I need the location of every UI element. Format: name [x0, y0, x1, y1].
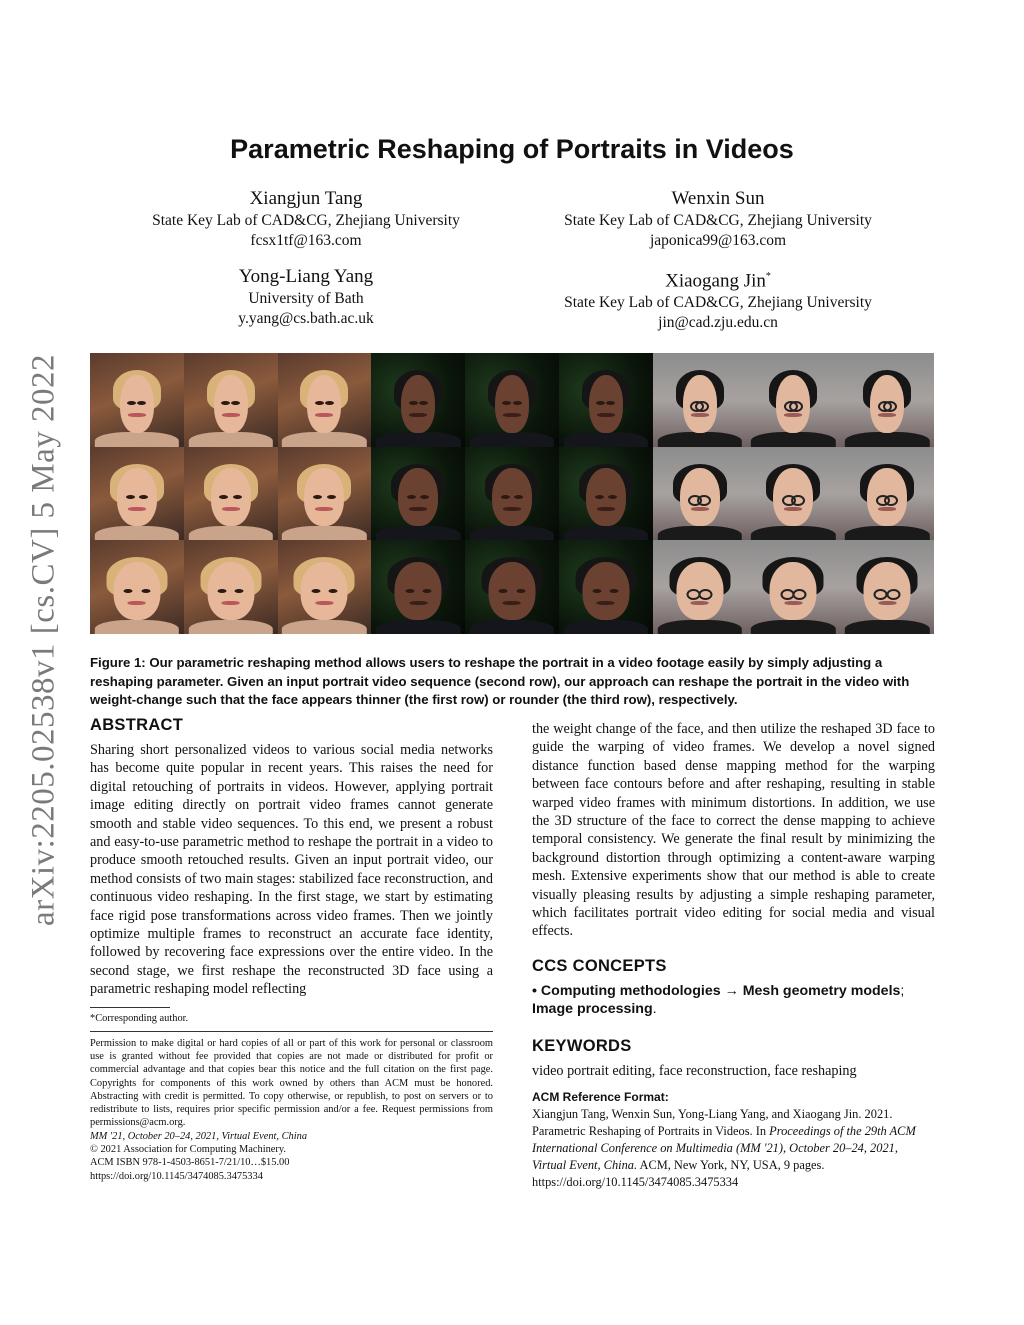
portrait-eye: [516, 589, 525, 593]
portrait-eye: [499, 589, 508, 593]
teaser-frame: [371, 447, 465, 541]
portrait-shoulders: [95, 526, 179, 540]
portrait-face: [488, 562, 535, 620]
author-block: [106, 264, 506, 329]
portrait-shoulders: [845, 526, 929, 540]
portrait-eye: [593, 589, 602, 593]
portrait-eye: [883, 401, 897, 412]
ccs-bullet: •: [532, 982, 537, 999]
portrait-eye: [596, 401, 605, 405]
ccs-concepts: [532, 982, 935, 1019]
portrait-eye: [884, 495, 898, 506]
portrait-mouth: [222, 413, 240, 417]
author-name: Yong-Liang Yang: [238, 266, 374, 287]
portrait-mouth: [597, 601, 615, 605]
portrait-eye: [405, 589, 414, 593]
teaser-frame: [278, 353, 372, 447]
portrait-eye: [595, 495, 604, 499]
portrait-face: [401, 375, 435, 433]
portrait-eye: [127, 401, 136, 405]
ccs-arrow: →: [724, 982, 739, 999]
portrait-eye: [608, 495, 617, 499]
author-email: japonica99@163.com: [649, 232, 787, 249]
isbn-line: ACM ISBN 978-1-4503-8651-7/21/10…$15.00: [90, 1157, 290, 1169]
portrait-shoulders: [188, 620, 272, 634]
teaser-frame: [371, 353, 465, 447]
portrait-shoulders: [282, 620, 366, 634]
portrait-face: [207, 562, 254, 620]
portrait-mouth: [691, 413, 709, 417]
portrait-eye: [419, 401, 428, 405]
portrait-eye: [313, 495, 322, 499]
portrait-mouth: [597, 413, 615, 417]
portrait-face: [867, 468, 907, 526]
arxiv-identifier: arXiv:2205.02538v1 [cs.CV] 5 May 2022: [25, 353, 62, 927]
portrait-eye: [695, 401, 709, 412]
portrait-face: [214, 375, 248, 433]
portrait-face: [304, 468, 344, 526]
portrait-eye: [422, 589, 431, 593]
portrait-eye: [697, 495, 711, 506]
author-name: Xiaogang Jin*: [665, 270, 771, 292]
portrait-eye: [221, 401, 230, 405]
portrait-shoulders: [95, 620, 179, 634]
portrait-mouth: [503, 413, 521, 417]
portrait-shoulders: [845, 620, 929, 634]
portrait-eye: [501, 495, 510, 499]
keywords-text: video portrait editing, face reconstruction, face reshaping: [532, 1062, 857, 1079]
portrait-mouth: [878, 601, 896, 605]
ccs-separator: ;: [900, 982, 905, 999]
portrait-shoulders: [470, 620, 554, 634]
portrait-eye: [217, 589, 226, 593]
portrait-shoulders: [564, 432, 648, 446]
portrait-mouth: [409, 507, 427, 511]
portrait-mouth: [409, 601, 427, 605]
teaser-frame: [465, 353, 559, 447]
teaser-frame: [90, 353, 184, 447]
teaser-frame: [746, 353, 840, 447]
teaser-frame: [184, 447, 278, 541]
portrait-mouth: [128, 413, 146, 417]
portrait-mouth: [691, 601, 709, 605]
teaser-frame: [184, 353, 278, 447]
ccs-term: Mesh geometry models: [742, 982, 901, 999]
portrait-shoulders: [751, 526, 835, 540]
teaser-frame: [653, 447, 747, 541]
author-affiliation: State Key Lab of CAD&CG, Zhejiang University: [152, 212, 460, 229]
conference-line: MM '21, October 20–24, 2021, Virtual Event, China: [90, 1130, 308, 1142]
portrait-face: [683, 375, 717, 433]
portrait-eye: [327, 495, 336, 499]
portrait-face: [398, 468, 438, 526]
portrait-mouth: [878, 413, 896, 417]
portrait-shoulders: [376, 620, 460, 634]
portrait-eye: [137, 401, 146, 405]
portrait-shoulders: [188, 432, 272, 446]
portrait-eye: [606, 401, 615, 405]
teaser-frame: [559, 353, 653, 447]
portrait-mouth: [315, 413, 333, 417]
portrait-mouth: [784, 413, 802, 417]
portrait-mouth: [409, 413, 427, 417]
portrait-shoulders: [564, 526, 648, 540]
portrait-face: [864, 562, 911, 620]
portrait-face: [307, 375, 341, 433]
portrait-shoulders: [657, 526, 741, 540]
portrait-shoulders: [282, 432, 366, 446]
portrait-face: [676, 562, 723, 620]
portrait-eye: [231, 401, 240, 405]
portrait-eye: [699, 589, 713, 600]
portrait-eye: [315, 401, 324, 405]
abstract-heading: ABSTRACT: [90, 716, 184, 734]
teaser-frame: [90, 447, 184, 541]
teaser-frame: [278, 540, 372, 634]
teaser-frame: [840, 353, 934, 447]
teaser-frame: [184, 540, 278, 634]
portrait-mouth: [784, 507, 802, 511]
portrait-shoulders: [564, 620, 648, 634]
teaser-frame: [559, 447, 653, 541]
portrait-eye: [793, 589, 807, 600]
portrait-mouth: [222, 507, 240, 511]
author-email: fcsx1tf@163.com: [250, 232, 362, 249]
portrait-eye: [610, 589, 619, 593]
teaser-frame: [840, 447, 934, 541]
teaser-frame: [653, 353, 747, 447]
ccs-term: Image processing: [532, 1001, 653, 1018]
ccs-heading: CCS CONCEPTS: [532, 956, 667, 975]
portrait-shoulders: [657, 432, 741, 446]
portrait-shoulders: [657, 620, 741, 634]
left-column: [90, 716, 493, 1183]
author-affiliation: State Key Lab of CAD&CG, Zhejiang University: [564, 294, 872, 312]
portrait-mouth: [315, 601, 333, 605]
acm-reference-text: Xiangjun Tang, Wenxin Sun, Yong-Liang Yang, and Xiaogang Jin. 2021. Parametric Reshaping of Portraits in Videos. In Proceedings of the 29th ACM International Conference on Multimedia (MM '21), October 20–24, 2021, Virtual Event, China. ACM, New York, NY, USA, 9 pages. https://doi.org/10.1145/3474085.3475334: [532, 1107, 916, 1190]
portrait-mouth: [315, 507, 333, 511]
portrait-face: [395, 562, 442, 620]
portrait-eye: [789, 401, 803, 412]
figure-caption: Figure 1: Our parametric reshaping method allows users to reshape the portrait in a video footage easily by simply adjusting a reshaping parameter. Given an input portrait video sequence (second row), our approach can reshape the portrait in the video with weight-change such that the face appears thinner (the first row) or rounder (the third row), respectively.: [90, 655, 910, 707]
portrait-face: [870, 375, 904, 433]
portrait-mouth: [128, 601, 146, 605]
footnote-corresponding-author: *Corresponding author.: [90, 1012, 189, 1024]
author-affiliation: State Key Lab of CAD&CG, Zhejiang University: [564, 212, 872, 229]
author-block: [518, 186, 918, 251]
portrait-shoulders: [751, 620, 835, 634]
portrait-mouth: [222, 601, 240, 605]
portrait-eye: [233, 495, 242, 499]
portrait-mouth: [503, 601, 521, 605]
portrait-eye: [409, 401, 418, 405]
teaser-frame: [653, 540, 747, 634]
portrait-mouth: [128, 507, 146, 511]
corresponding-author-mark: *: [765, 271, 771, 282]
doi-link[interactable]: https://doi.org/10.1145/3474085.3475334: [90, 1170, 263, 1182]
portrait-face: [586, 468, 626, 526]
portrait-eye: [791, 495, 805, 506]
portrait-face: [120, 375, 154, 433]
teaser-frame: [746, 540, 840, 634]
portrait-shoulders: [188, 526, 272, 540]
portrait-face: [680, 468, 720, 526]
portrait-face: [770, 562, 817, 620]
abstract-text-continued: the weight change of the face, and then utilize the reshaped 3D face to guide the warping of video frames. We develop a novel signed distance function based dense mapping method for the warping between face contours before and after reshaping, resulting in stable warped video frames with minimum distortions. In addition, we use the 3D structure of the face to correct the dense mapping to achieve temporal consistency. We generate the final result by minimizing the background distortion through optimizing a content-aware warping mesh. Extensive experiments show that our method is able to create visually pleasing results by adjusting a simple reshaping parameter, which facilitates portrait video editing for social media and visual effects.: [532, 721, 935, 940]
portrait-shoulders: [470, 526, 554, 540]
portrait-shoulders: [845, 432, 929, 446]
portrait-eye: [329, 589, 338, 593]
footnote-divider: [90, 1007, 170, 1008]
portrait-eye: [126, 495, 135, 499]
portrait-eye: [235, 589, 244, 593]
portrait-eye: [514, 495, 523, 499]
portrait-mouth: [503, 507, 521, 511]
portrait-mouth: [691, 507, 709, 511]
teaser-figure: [90, 353, 934, 634]
teaser-frame: [465, 447, 559, 541]
portrait-eye: [219, 495, 228, 499]
portrait-eye: [124, 589, 133, 593]
portrait-face: [117, 468, 157, 526]
portrait-face: [495, 375, 529, 433]
teaser-frame: [371, 540, 465, 634]
portrait-face: [492, 468, 532, 526]
teaser-frame: [746, 447, 840, 541]
portrait-eye: [407, 495, 416, 499]
portrait-mouth: [597, 507, 615, 511]
acm-reference-heading: ACM Reference Format:: [532, 1090, 669, 1105]
author-name: Wenxin Sun: [671, 188, 765, 209]
abstract-text: Sharing short personalized videos to various social media networks has become quite popular in recent years. This raises the need for digital retouching of portraits in videos. However, applying portrait image editing directly on portrait video frames cannot generate smooth and stable video sequences. To this end, we present a robust and easy-to-use parametric method to reshape the portrait in a video to produce smooth retouched results. Given an input portrait video, our method consists of two main stages: stabilized face reconstruction, and continuous video reshaping. In the first stage, we start by estimating face rigid pose transformations across video frames. Then we jointly optimize multiple frames to reconstruct an accurate face identity, followed by recovering face expressions over the entire video. In the second stage, we first reshape the reconstructed 3D face using a parametric reshaping model reflecting: [90, 742, 493, 998]
portrait-mouth: [784, 601, 802, 605]
portrait-face: [301, 562, 348, 620]
portrait-face: [589, 375, 623, 433]
permission-notice: Permission to make digital or hard copies of all or part of this work for personal or classroom use is granted without fee provided that copies are not made or distributed for profit or commercial advantage and that copies bear this notice and the full citation on the first page. Copyrights for components of this work owned by others than ACM must be honored. Abstracting with credit is permitted. To copy otherwise, or republish, to post on servers or to redistribute to lists, requires prior specific permission and/or a fee. Request permissions from permissions@acm.org.: [90, 1037, 493, 1129]
author-block: [106, 186, 506, 251]
author-email: y.yang@cs.bath.ac.uk: [238, 310, 374, 327]
portrait-shoulders: [470, 432, 554, 446]
portrait-eye: [502, 401, 511, 405]
copyright-line: © 2021 Association for Computing Machinery.: [90, 1144, 286, 1156]
teaser-frame: [559, 540, 653, 634]
ccs-term: Computing methodologies: [540, 982, 721, 999]
portrait-shoulders: [376, 526, 460, 540]
portrait-eye: [886, 589, 900, 600]
author-affiliation: University of Bath: [248, 290, 364, 307]
portrait-shoulders: [751, 432, 835, 446]
permission-divider: [90, 1031, 493, 1032]
portrait-shoulders: [95, 432, 179, 446]
portrait-shoulders: [282, 526, 366, 540]
portrait-eye: [311, 589, 320, 593]
author-block: [518, 264, 918, 333]
author-email: jin@cad.zju.edu.cn: [658, 314, 778, 332]
keywords-heading: KEYWORDS: [532, 1036, 632, 1055]
portrait-face: [211, 468, 251, 526]
teaser-frame: [278, 447, 372, 541]
paper-title: Parametric Reshaping of Portraits in Videos: [230, 134, 794, 164]
portrait-eye: [325, 401, 334, 405]
portrait-face: [773, 468, 813, 526]
ccs-end: .: [652, 1001, 657, 1018]
portrait-mouth: [878, 507, 896, 511]
portrait-eye: [139, 495, 148, 499]
portrait-face: [776, 375, 810, 433]
teaser-frame: [90, 540, 184, 634]
portrait-shoulders: [376, 432, 460, 446]
portrait-eye: [141, 589, 150, 593]
teaser-frame: [840, 540, 934, 634]
author-name: Xiangjun Tang: [249, 188, 363, 209]
right-column: [532, 720, 935, 1191]
portrait-face: [582, 562, 629, 620]
portrait-face: [113, 562, 160, 620]
acm-reference-venue: Proceedings of the 29th ACM International Conference on Multimedia (MM '21), October 20–24, 2021, Virtual Event, China.: [532, 1124, 916, 1173]
portrait-eye: [420, 495, 429, 499]
teaser-frame: [465, 540, 559, 634]
portrait-eye: [513, 401, 522, 405]
